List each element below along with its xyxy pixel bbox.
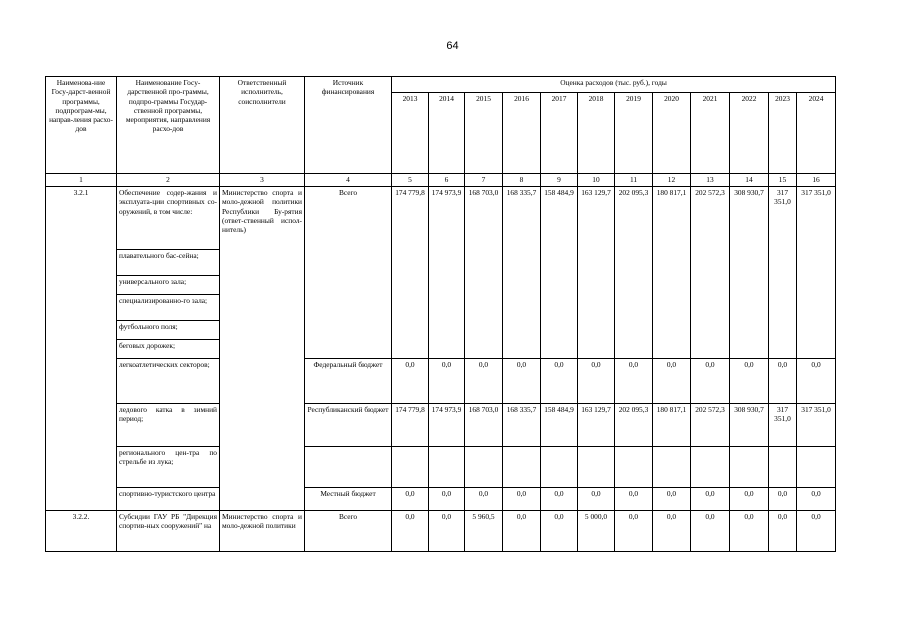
- value-cell: 180 817,1: [653, 187, 691, 359]
- value-cell: 0,0: [653, 511, 691, 552]
- value-cell: 308 930,7: [730, 404, 769, 447]
- table-row: [46, 174, 836, 187]
- value-cell: 174 973,9: [429, 404, 465, 447]
- value-cell: 0,0: [797, 359, 836, 404]
- table-row: [46, 404, 836, 447]
- empty-cell: [769, 447, 797, 488]
- column-number: 13: [691, 174, 730, 187]
- row-name: Субсидии ГАУ РБ "Дирекция спортив-ных сооружений" на: [117, 511, 220, 552]
- value-cell: 5 000,0: [578, 511, 615, 552]
- header-year: 2024: [797, 93, 836, 174]
- value-cell: 0,0: [691, 359, 730, 404]
- header-year: 2020: [653, 93, 691, 174]
- value-cell: 0,0: [578, 488, 615, 511]
- subitem: легкоатлетических секторов;: [117, 359, 220, 404]
- empty-cell: [730, 447, 769, 488]
- header-col3: Ответственный исполнитель, соисполнители: [220, 77, 305, 174]
- empty-cell: [797, 447, 836, 488]
- header-year: 2022: [730, 93, 769, 174]
- value-cell: 0,0: [503, 511, 541, 552]
- value-cell: 0,0: [730, 359, 769, 404]
- header-year: 2021: [691, 93, 730, 174]
- column-number: 2: [117, 174, 220, 187]
- value-cell: 0,0: [615, 511, 653, 552]
- column-number: 11: [615, 174, 653, 187]
- header-year: 2016: [503, 93, 541, 174]
- value-cell: 168 335,7: [503, 404, 541, 447]
- value-cell: 0,0: [797, 488, 836, 511]
- value-cell: 168 335,7: [503, 187, 541, 359]
- value-cell: 0,0: [797, 511, 836, 552]
- value-cell: 168 703,0: [465, 187, 503, 359]
- column-number: 12: [653, 174, 691, 187]
- header-year: 2017: [541, 93, 578, 174]
- table-row: [46, 359, 836, 404]
- header-year: 2013: [392, 93, 429, 174]
- value-cell: 317 351,0: [769, 404, 797, 447]
- column-number: 6: [429, 174, 465, 187]
- header-year: 2019: [615, 93, 653, 174]
- value-cell: 0,0: [503, 359, 541, 404]
- value-cell: 308 930,7: [730, 187, 769, 359]
- empty-cell: [429, 447, 465, 488]
- subitem: плавательного бас-сейна;: [117, 250, 220, 276]
- value-cell: 0,0: [615, 359, 653, 404]
- table-row: [46, 77, 836, 93]
- empty-cell: [503, 447, 541, 488]
- table-row: [46, 488, 836, 511]
- header-expenses: Оценка расходов (тыс. руб.), годы: [392, 77, 836, 93]
- column-number: 4: [305, 174, 392, 187]
- header-year: 2018: [578, 93, 615, 174]
- subitem: универсального зала;: [117, 276, 220, 295]
- expenses-table: [45, 76, 836, 552]
- column-number: 1: [46, 174, 117, 187]
- header-col4: Источник финансирования: [305, 77, 392, 174]
- value-cell: 163 129,7: [578, 187, 615, 359]
- value-cell: 0,0: [541, 511, 578, 552]
- value-cell: 0,0: [503, 488, 541, 511]
- value-cell: 202 572,3: [691, 187, 730, 359]
- value-cell: 0,0: [541, 359, 578, 404]
- header-col1: Наименова-ние Госу-дарст-венной программы, подпрограм-мы, направ-ления расхо-дов: [46, 77, 117, 174]
- subitem: специализированно-го зала;: [117, 295, 220, 321]
- table-row: [46, 447, 836, 488]
- value-cell: 158 484,9: [541, 187, 578, 359]
- empty-cell: [615, 447, 653, 488]
- value-cell: 174 779,8: [392, 404, 429, 447]
- row-code: 3.2.1: [46, 187, 117, 511]
- value-cell: 180 817,1: [653, 404, 691, 447]
- value-cell: 0,0: [769, 511, 797, 552]
- header-col2: Наименование Госу-дарственной про-граммы, подпро-граммы Государ-ственной программы, мероприятия, направления расхо-дов: [117, 77, 220, 174]
- value-cell: 174 779,8: [392, 187, 429, 359]
- value-cell: 0,0: [392, 488, 429, 511]
- column-number: 3: [220, 174, 305, 187]
- value-cell: 0,0: [578, 359, 615, 404]
- value-cell: 0,0: [465, 359, 503, 404]
- column-number: 9: [541, 174, 578, 187]
- value-cell: 0,0: [691, 488, 730, 511]
- row-executor: Министерство спорта и моло-дежной политики Республики Бу-рятия (ответ-ственный испол-нитель): [220, 187, 305, 511]
- subitem: беговых дорожек;: [117, 340, 220, 359]
- value-cell: 0,0: [653, 488, 691, 511]
- table-row: [46, 511, 836, 552]
- value-cell: 0,0: [769, 359, 797, 404]
- value-cell: 0,0: [769, 488, 797, 511]
- row-code: 3.2.2.: [46, 511, 117, 552]
- column-number: 16: [797, 174, 836, 187]
- value-cell: 317 351,0: [797, 187, 836, 359]
- value-cell: 168 703,0: [465, 404, 503, 447]
- source-total: Всего: [305, 511, 392, 552]
- source-republic: Республиканский бюджет: [305, 404, 392, 447]
- value-cell: 0,0: [429, 488, 465, 511]
- value-cell: 0,0: [730, 488, 769, 511]
- column-number: 15: [769, 174, 797, 187]
- value-cell: 202 095,3: [615, 404, 653, 447]
- value-cell: 0,0: [653, 359, 691, 404]
- empty-cell: [541, 447, 578, 488]
- header-year: 2015: [465, 93, 503, 174]
- value-cell: 0,0: [429, 511, 465, 552]
- value-cell: 317 351,0: [769, 187, 797, 359]
- value-cell: 0,0: [465, 488, 503, 511]
- subitem: регионального цен-тра по стрельбе из лука;: [117, 447, 220, 488]
- empty-cell: [691, 447, 730, 488]
- subitem: футбольного поля;: [117, 321, 220, 340]
- column-number: 10: [578, 174, 615, 187]
- column-number: 14: [730, 174, 769, 187]
- empty-cell: [305, 447, 392, 488]
- table-row: [46, 187, 836, 250]
- column-number: 7: [465, 174, 503, 187]
- subitem: ледового катка в зимний период;: [117, 404, 220, 447]
- empty-cell: [578, 447, 615, 488]
- source-federal: Федеральный бюджет: [305, 359, 392, 404]
- source-total: Всего: [305, 187, 392, 359]
- value-cell: 0,0: [615, 488, 653, 511]
- value-cell: 0,0: [392, 511, 429, 552]
- header-year: 2014: [429, 93, 465, 174]
- page-number: 64: [446, 40, 459, 52]
- column-number: 5: [392, 174, 429, 187]
- value-cell: 202 572,3: [691, 404, 730, 447]
- source-local: Местный бюджет: [305, 488, 392, 511]
- value-cell: 0,0: [392, 359, 429, 404]
- subitem: спортивно-туристского центра: [117, 488, 220, 511]
- value-cell: 163 129,7: [578, 404, 615, 447]
- value-cell: 0,0: [429, 359, 465, 404]
- row-name: Обеспечение содер-жания и эксплуата-ции спортивных со-оружений, в том числе:: [117, 187, 220, 250]
- value-cell: 0,0: [691, 511, 730, 552]
- value-cell: 5 960,5: [465, 511, 503, 552]
- empty-cell: [465, 447, 503, 488]
- empty-cell: [653, 447, 691, 488]
- value-cell: 0,0: [730, 511, 769, 552]
- column-number: 8: [503, 174, 541, 187]
- empty-cell: [392, 447, 429, 488]
- header-year: 2023: [769, 93, 797, 174]
- row-executor: Министерство спорта и моло-дежной политики: [220, 511, 305, 552]
- value-cell: 202 095,3: [615, 187, 653, 359]
- value-cell: 317 351,0: [797, 404, 836, 447]
- value-cell: 174 973,9: [429, 187, 465, 359]
- value-cell: 0,0: [541, 488, 578, 511]
- value-cell: 158 484,9: [541, 404, 578, 447]
